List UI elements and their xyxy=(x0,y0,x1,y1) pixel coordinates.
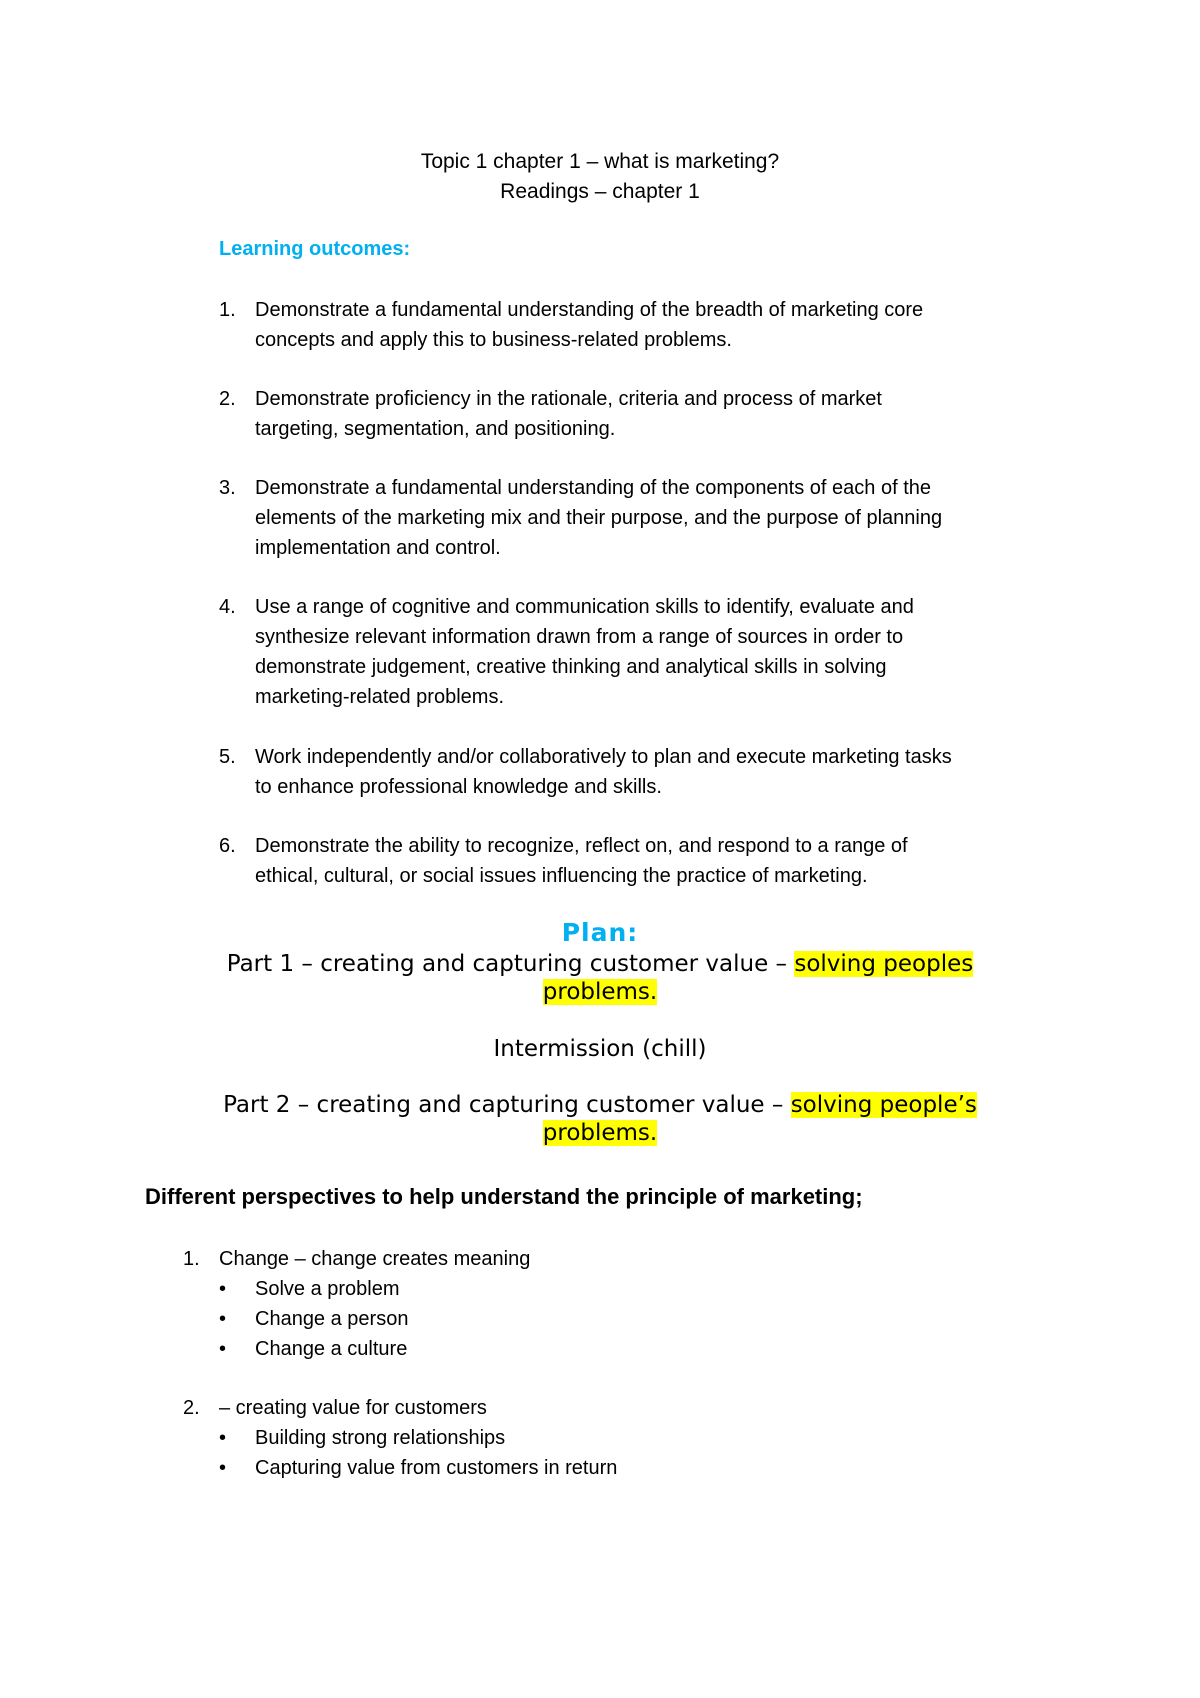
outcome-line: elements of the marketing mix and their purpose, and the purpose of planning xyxy=(255,507,943,529)
outcome-line: Demonstrate a fundamental understanding of the breadth of marketing core xyxy=(255,299,924,321)
outcome-line: synthesize relevant information drawn from a range of sources in order to xyxy=(255,626,904,648)
plan-part1-highlight: solving peoples xyxy=(794,951,974,977)
outcome-line: ethical, cultural, or social issues influencing the practice of marketing. xyxy=(255,865,868,887)
outcome-line: targeting, segmentation, and positioning. xyxy=(255,418,616,440)
plan-heading: Plan: xyxy=(561,918,639,947)
learning-outcome-item xyxy=(219,831,1059,891)
bullet-icon: • xyxy=(219,1338,227,1360)
bullet-item xyxy=(219,1274,400,1304)
perspective-item xyxy=(183,1244,530,1274)
list-number: 4. xyxy=(219,596,236,618)
document-title: Topic 1 chapter 1 – what is marketing? xyxy=(420,150,780,173)
perspective-text: Change – change creates meaning xyxy=(219,1248,531,1270)
outcome-line: concepts and apply this to business-related problems. xyxy=(255,329,732,351)
list-number: 2. xyxy=(183,1397,200,1419)
learning-outcome-item xyxy=(219,742,1059,802)
plan-part2-highlight-cont: problems. xyxy=(542,1120,658,1146)
bullet-item xyxy=(219,1453,617,1483)
perspective-text: – creating value for customers xyxy=(219,1397,487,1419)
plan-intermission: Intermission (chill) xyxy=(493,1036,707,1062)
plan-part2-highlight: solving people’s xyxy=(790,1092,977,1118)
outcome-line: marketing-related problems. xyxy=(255,686,504,708)
learning-outcome-item xyxy=(219,384,1059,444)
bullet-item xyxy=(219,1334,407,1364)
bullet-icon: • xyxy=(219,1457,227,1479)
bullet-text: Building strong relationships xyxy=(255,1427,506,1449)
bullet-item xyxy=(219,1423,505,1453)
list-number: 1. xyxy=(183,1248,200,1270)
bullet-icon: • xyxy=(219,1308,227,1330)
plan-part1-highlight-cont: problems. xyxy=(542,979,658,1005)
list-number: 6. xyxy=(219,835,236,857)
list-number: 1. xyxy=(219,299,236,321)
outcome-line: Demonstrate a fundamental understanding of the components of each of the xyxy=(255,477,931,499)
list-number: 5. xyxy=(219,746,236,768)
perspective-item xyxy=(183,1393,487,1423)
plan-part1-text: Part 1 – creating and capturing customer value – xyxy=(226,951,795,977)
plan-part2 xyxy=(0,1091,1200,1147)
bullet-text: Solve a problem xyxy=(255,1278,400,1300)
outcome-line: Use a range of cognitive and communication skills to identify, evaluate and xyxy=(255,596,914,618)
learning-outcome-item xyxy=(219,473,1059,563)
learning-outcome-item xyxy=(219,295,1059,355)
plan-part1 xyxy=(0,950,1200,1006)
plan-part2-text: Part 2 – creating and capturing customer value – xyxy=(223,1092,791,1118)
list-number: 2. xyxy=(219,388,236,410)
readings-line: Readings – chapter 1 xyxy=(500,180,700,203)
outcome-line: Demonstrate proficiency in the rationale, criteria and process of market xyxy=(255,388,882,410)
learning-outcome-item xyxy=(219,592,1059,712)
perspectives-heading: Different perspectives to help understand the principle of marketing; xyxy=(145,1184,863,1209)
learning-outcomes-heading: Learning outcomes: xyxy=(219,238,411,260)
bullet-icon: • xyxy=(219,1278,227,1300)
list-number: 3. xyxy=(219,477,236,499)
bullet-text: Change a culture xyxy=(255,1338,408,1360)
outcome-line: demonstrate judgement, creative thinking and analytical skills in solving xyxy=(255,656,887,678)
bullet-text: Change a person xyxy=(255,1308,409,1330)
bullet-item xyxy=(219,1304,408,1334)
outcome-line: Work independently and/or collaboratively to plan and execute marketing tasks xyxy=(255,746,952,768)
bullet-text: Capturing value from customers in return xyxy=(255,1457,618,1479)
outcome-line: Demonstrate the ability to recognize, reflect on, and respond to a range of xyxy=(255,835,908,857)
outcome-line: implementation and control. xyxy=(255,537,501,559)
bullet-icon: • xyxy=(219,1427,227,1449)
outcome-line: to enhance professional knowledge and skills. xyxy=(255,776,662,798)
